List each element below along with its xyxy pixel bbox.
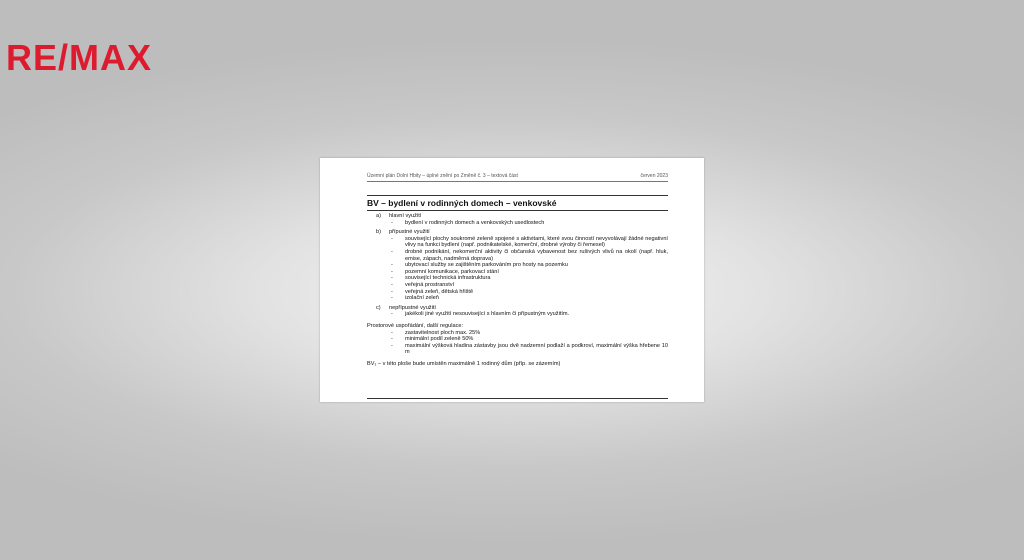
list-item: - minimální podíl zeleně 50% xyxy=(367,336,668,343)
group-title: hlavní využití xyxy=(389,213,422,219)
group-title: přípustné využití xyxy=(389,229,430,236)
group-letter: c) xyxy=(376,304,381,311)
group-a xyxy=(367,213,668,226)
header-left: Územní plán Dolní Hbity – úplné znění po Změně č. 3 – textová část xyxy=(367,173,518,179)
list-item: - bydlení v rodinných domech a venkovských usedlostech xyxy=(367,220,668,227)
list-item: - drobné podnikání, nekomerční aktivity či občanská vybavenost bez rušivých vlivů na okolí (např. hluk, emise, zápach, nadměrná doprava) xyxy=(367,249,668,262)
group-letter: a) xyxy=(376,213,381,219)
list-item: - ubytovací služby se zajištěním parkováním pro hosty na pozemku xyxy=(367,262,668,269)
header-divider xyxy=(367,181,668,182)
list-item: - pozemní komunikace, parkovací stání xyxy=(367,269,668,276)
header-right: červen 2023 xyxy=(640,173,668,179)
list-item: - maximální výšková hladina zástavby jsou dvě nadzemní podlaží a podkroví, maximální výška hřebene 10 m xyxy=(367,343,668,356)
group-letter: b) xyxy=(376,229,381,236)
list-item: - související technická infrastruktura xyxy=(367,275,668,282)
list-item: - jakékoli jiné využití nesouvisející s hlavním či přípustným využitím. xyxy=(367,311,668,318)
remax-logo xyxy=(6,37,153,78)
list-item: - izolační zeleň xyxy=(367,295,668,302)
document-body xyxy=(367,213,668,367)
title-bottom-rule xyxy=(367,210,668,211)
regulation-title: Prostorové uspořádání, další regulace: xyxy=(367,322,464,329)
bv1-note: BV₁ – v této ploše bude umístěn maximálně 1 rodinný dům (příp. se zázemím) xyxy=(367,360,561,367)
list-item: - veřejná prostranství xyxy=(367,282,668,289)
group-title: nepřípustné využití xyxy=(389,304,436,311)
list-item: - související plochy soukromé zeleně spojené s aktivitami, které svou činností nevyvolávají žádné negativní vlivy na funkci bydlení (např. podnikatelské, komerční, drobné výroby či řemesel) xyxy=(367,236,668,249)
regulation-list xyxy=(367,330,668,356)
section-title: BV – bydlení v rodinných domech – venkovské xyxy=(367,198,557,208)
document-page xyxy=(320,158,704,402)
document-header xyxy=(367,173,668,179)
logo-text: RE/MAX xyxy=(6,37,153,78)
group-b xyxy=(367,229,668,302)
bottom-rule xyxy=(367,398,668,399)
list-item: - zastavitelnost ploch max. 25% xyxy=(367,330,668,337)
group-c xyxy=(367,305,668,318)
title-top-rule xyxy=(367,195,668,196)
list-item: - veřejná zeleň, dětská hřiště xyxy=(367,289,668,296)
